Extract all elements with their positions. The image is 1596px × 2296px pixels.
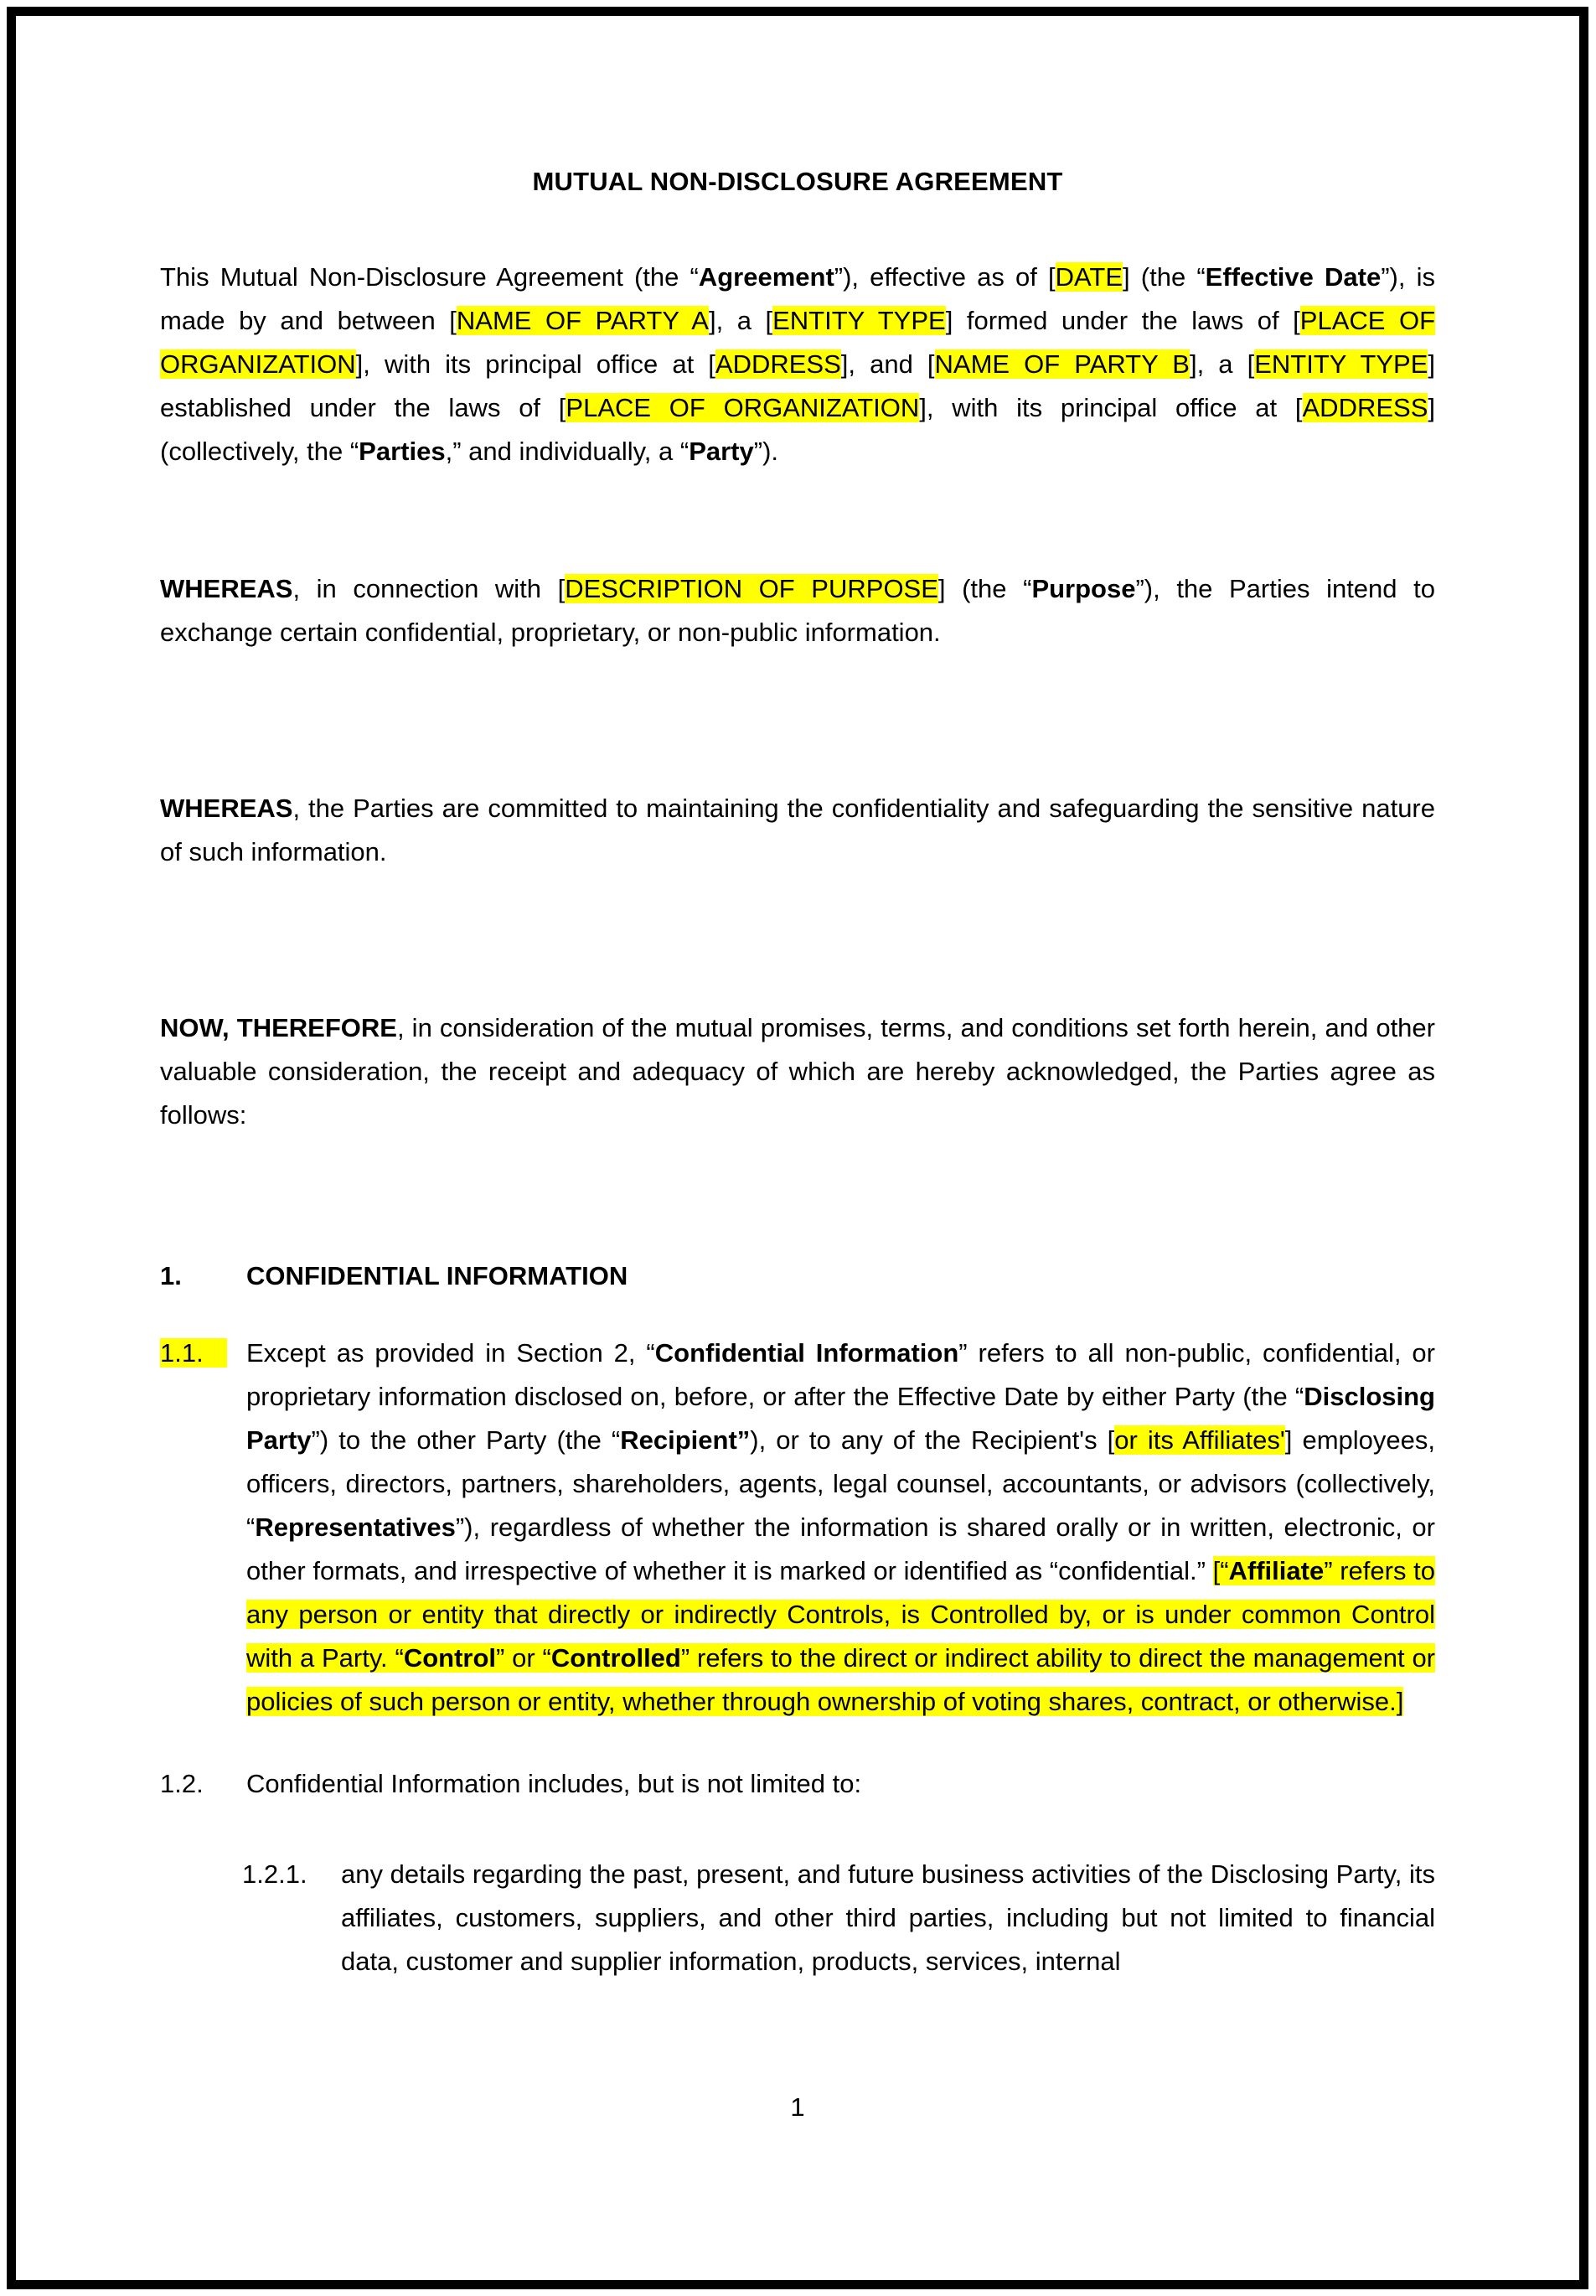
page-number: 1 [790,2092,805,2122]
clause-1-1 [160,1332,1435,1724]
clause-1-1-text: Except as provided in Section 2, “Confidential Information” refers to all non-public, confidential, or proprietary information disclosed on, before, or after the Effective Date by either Party (the “Disclosing Party”) to the other Party (the “Recipient”), or to any of the Recipient's [or its Affiliates'] employees, officers, directors, partners, shareholders, agents, legal counsel, accountants, or advisors (collectively, “Representatives”), regardless of whether the information is shared orally or in written, electronic, or other formats, and irrespective of whether it is marked or identified as “confidential.” [“Affiliate” refers to any person or entity that directly or indirectly Controls, is Controlled by, or is under common Control with a Party. “Control” or “Controlled” refers to the direct or indirect ability to direct the management or policies of such person or entity, whether through ownership of voting shares, contract, or otherwise.] [246,1338,1436,1716]
clause-1-2-1 [160,1853,1435,1983]
clause-1-2-text: Confidential Information includes, but is not limited to: [246,1769,862,1798]
intro-paragraph: This Mutual Non-Disclosure Agreement (the “Agreement”), effective as of [DATE] (the “Effective Date”), is made by and between [NAME OF PARTY A], a [ENTITY TYPE] formed under the laws of [PLACE OF ORGANIZATION], with its principal office at [ADDRESS], and [NAME OF PARTY B], a [ENTITY TYPE] established under the laws of [PLACE OF ORGANIZATION], with its principal office at [ADDRESS] (collectively, the “Parties,” and individually, a “Party”). [160,262,1436,466]
now-therefore-paragraph: NOW, THEREFORE, in consideration of the mutual promises, terms, and conditions set forth herein, and other valuable consideration, the receipt and adequacy of which are hereby acknowledged, the Parties agree as follows: [160,1013,1435,1130]
clause-1-2-1-number: 1.2.1. [242,1859,307,1889]
clause-1-2-1-text: any details regarding the past, present, and future business activities of the Disclosing Party, its affiliates, customers, suppliers, and other third parties, including but not limited to financial data, customer and supplier information, products, services, internal [341,1859,1435,1976]
clause-1-2-number: 1.2. [160,1769,204,1798]
section-1-number: 1. [160,1261,182,1290]
section-1-heading-label: CONFIDENTIAL INFORMATION [246,1261,628,1290]
whereas-confidentiality-paragraph: WHEREAS, the Parties are committed to maintaining the confidentiality and safeguarding the sensitive nature of such information. [160,794,1435,866]
document-title: MUTUAL NON-DISCLOSURE AGREEMENT [532,167,1063,196]
section-1-heading [160,1254,1435,1298]
page-content [16,16,1579,2129]
document-page [7,7,1588,2289]
clause-1-1-number: 1.1. [160,1332,246,1375]
whereas-purpose-paragraph: WHEREAS, in connection with [DESCRIPTION OF PURPOSE] (the “Purpose”), the Parties intend to exchange certain confidential, proprietary, or non-public information. [160,574,1435,647]
clause-1-2 [160,1762,1435,1806]
